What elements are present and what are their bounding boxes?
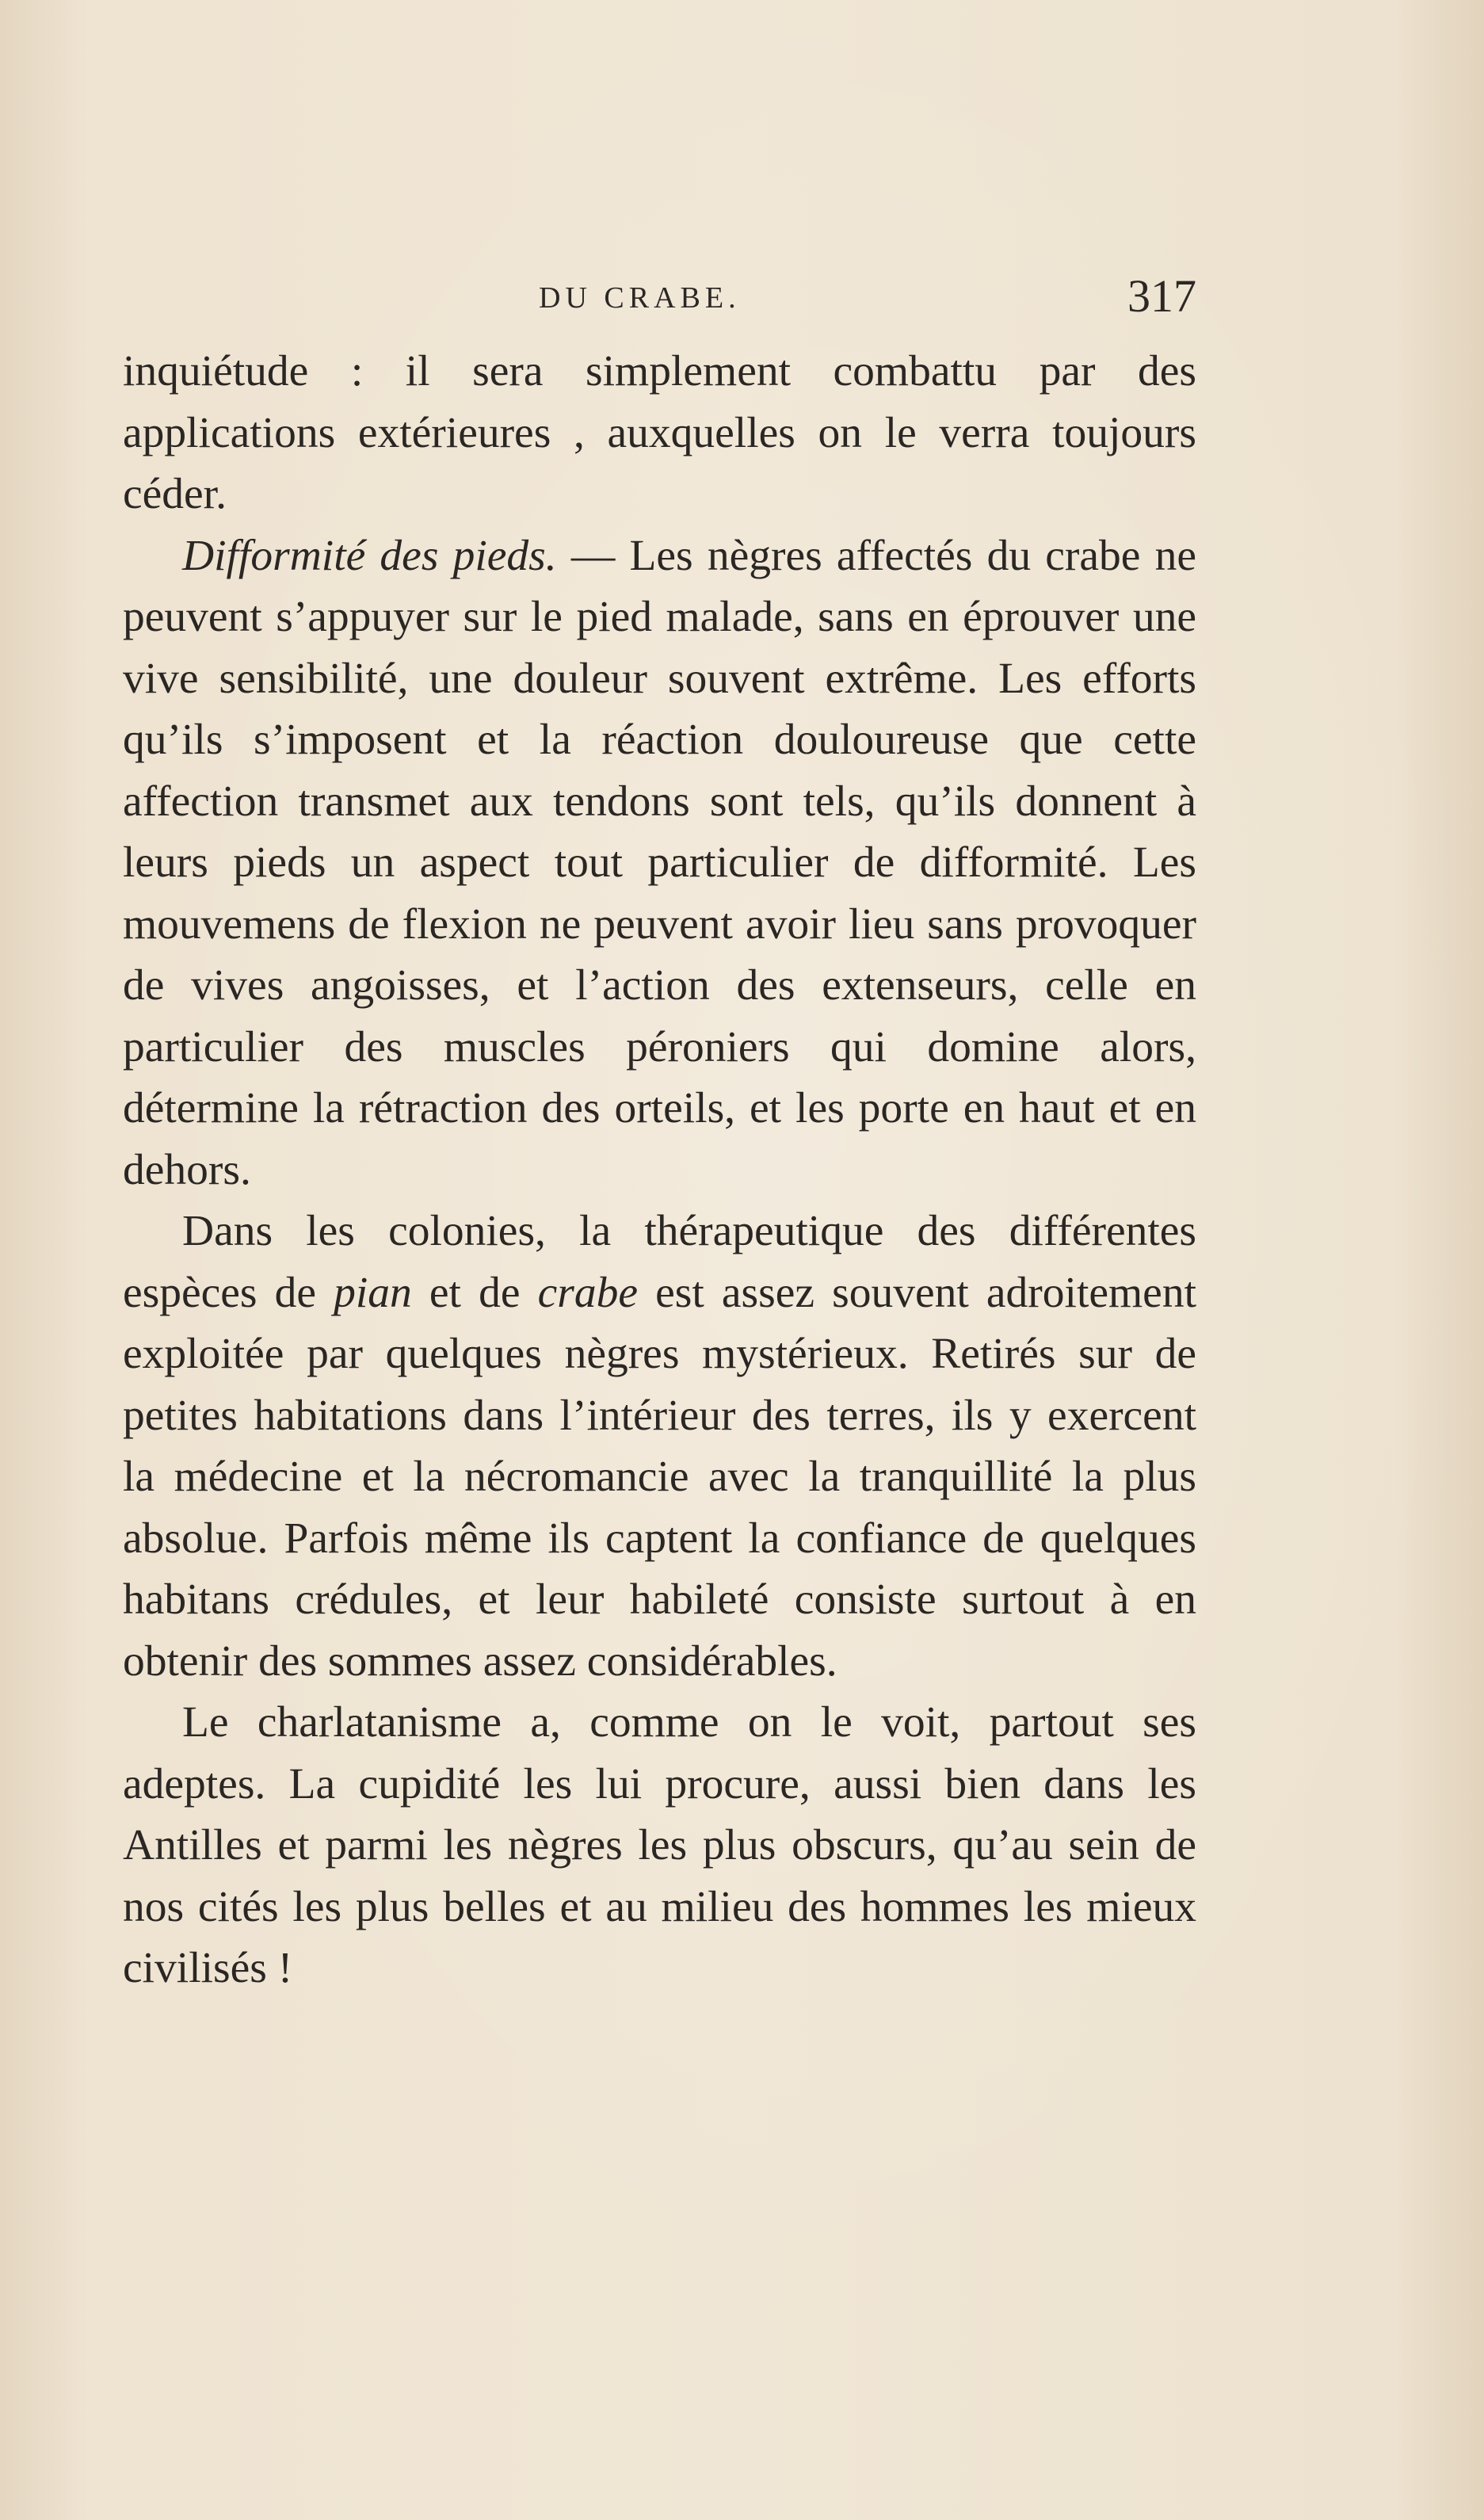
paragraph-3-text-c: est assez souvent adroitement exploitée par quelques nègres mystérieux. Retirés sur de petites habitations dans l’intérieur des terres, ils y exercent la médecine et la nécromancie avec la tranquillité la plus absolue. Parfois même ils captent la confiance de quelques habitans crédules, et leur habileté consiste surtout à en obtenir des sommes assez considérables. <box>123 1268 1196 1686</box>
paragraph-3-text-b: et de <box>411 1268 538 1317</box>
paragraph-2 <box>123 525 1196 1201</box>
body-text <box>123 341 1196 1999</box>
paragraph-4-text: Le charlatanisme a, comme on le voit, partout ses adeptes. La cupidité les lui procure, aussi bien dans les Antilles et parmi les nègres les plus obscurs, qu’au sein de nos cités les plus belles et au milieu des hommes les mieux civilisés ! <box>123 1698 1196 1992</box>
page-number: 317 <box>1127 270 1196 322</box>
paragraph-3-text-a: Dans les colonies, la thérapeutique des différentes espèces de <box>123 1207 1196 1317</box>
bleed-through-bottom <box>0 2155 1484 2201</box>
paragraph-4 <box>123 1692 1196 1999</box>
running-head <box>123 269 1196 333</box>
section-heading-difformite: Difformité des pieds. <box>182 531 557 580</box>
paragraph-3 <box>123 1201 1196 1692</box>
paragraph-1-text: inquiétude : il sera simplement combattu par des applications extérieures , auxquelles on le verra toujours céder. <box>123 347 1196 518</box>
paragraph-1 <box>123 341 1196 525</box>
paragraph-2-text: — Les nègres affectés du crabe ne peuvent s’appuyer sur le pied malade, sans en éprouver une vive sensibilité, une douleur souvent extrême. Les efforts qu’ils s’imposent et la réaction douloureuse que cette affection transmet aux tendons sont tels, qu’ils donnent à leurs pieds un aspect tout particulier de difformité. Les mouvemens de flexion ne peuvent avoir lieu sans provoquer de vives angoisses, et l’action des extenseurs, celle en particulier des muscles péroniers qui domine alors, détermine la rétraction des orteils, et les porte en haut et en dehors. <box>123 531 1197 1194</box>
term-pian: pian <box>334 1268 412 1317</box>
term-crabe: crabe <box>537 1268 638 1317</box>
running-title: DU CRABE. <box>539 281 741 315</box>
